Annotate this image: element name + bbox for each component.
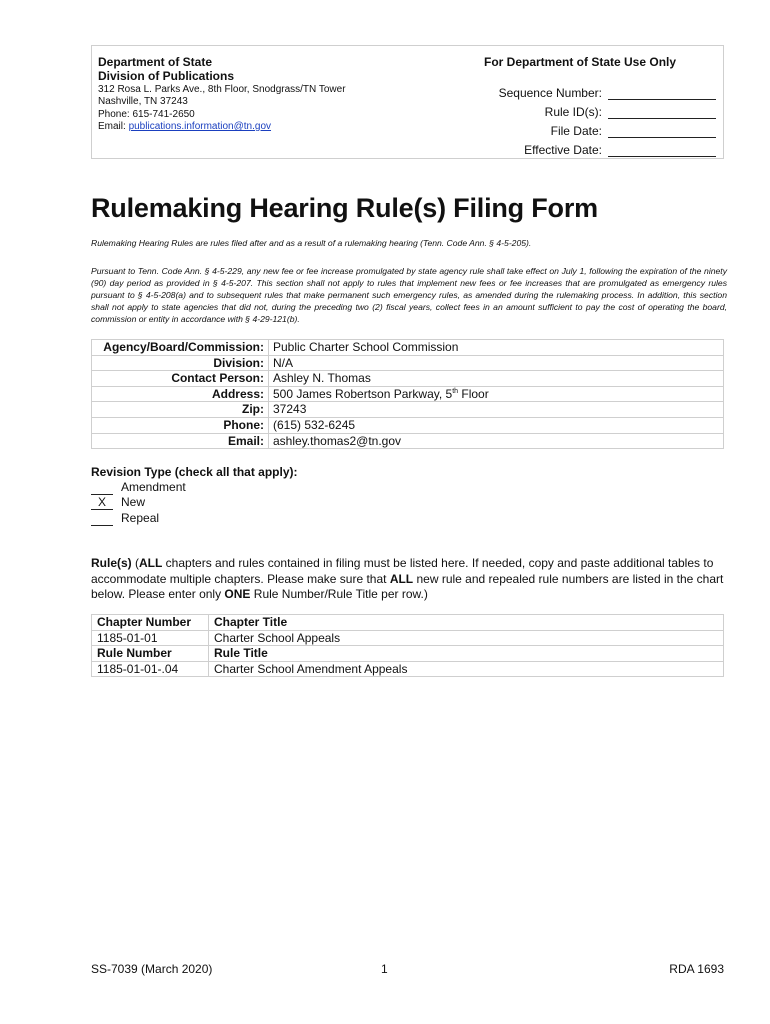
rda-number: RDA 1693 — [669, 962, 724, 976]
field-blank[interactable] — [608, 143, 716, 157]
row-label: Zip: — [92, 402, 269, 418]
row-label: Agency/Board/Commission: — [92, 340, 269, 356]
intro-note: Rulemaking Hearing Rules are rules filed after and as a result of a rulemaking hearing (Tenn. Code Ann. § 4-5-205). — [91, 238, 532, 248]
page-title: Rulemaking Hearing Rule(s) Filing Form — [91, 193, 598, 223]
address-line-2: Nashville, TN 37243 — [98, 96, 188, 108]
one-bold: ONE — [224, 587, 251, 601]
rule-number[interactable]: 1185-01-01-.04 — [92, 661, 209, 677]
option-label: Amendment — [121, 480, 186, 494]
email-link[interactable]: publications.information@tn.gov — [128, 120, 272, 132]
all-bold: ALL — [139, 556, 163, 570]
use-only-fields — [499, 81, 716, 157]
rule-number-header: Rule Number — [92, 646, 209, 662]
field-blank[interactable] — [608, 86, 716, 100]
address-main: 500 James Robertson Parkway, 5 — [273, 386, 453, 401]
row-value[interactable]: Public Charter School Commission — [269, 340, 724, 356]
text: ( — [131, 556, 140, 570]
dept-line-1: Department of State — [98, 55, 213, 69]
table-row — [92, 386, 724, 402]
sequence-number-field — [499, 81, 716, 100]
form-id: SS-7039 (March 2020) — [91, 962, 213, 976]
rule-ids-field — [499, 100, 716, 119]
email-prefix: Email: — [98, 120, 129, 132]
table-row — [92, 433, 724, 449]
page-number: 1 — [381, 962, 388, 976]
option-label: New — [121, 495, 146, 509]
phone-line: Phone: 615-741-2650 — [98, 108, 195, 120]
revision-option-repeal[interactable] — [91, 511, 159, 526]
email-line — [98, 121, 346, 133]
table-row — [92, 417, 724, 433]
table-row — [92, 630, 724, 646]
check-mark[interactable] — [91, 511, 113, 526]
header-box — [91, 45, 724, 159]
rule-title-header: Rule Title — [209, 646, 724, 662]
address-line-1: 312 Rosa L. Parks Ave., 8th Floor, Snodgrass/TN Tower — [98, 84, 346, 95]
row-label: Phone: — [92, 417, 269, 433]
agency-table — [91, 339, 724, 449]
field-blank[interactable] — [608, 124, 716, 138]
rules-instructions — [91, 556, 727, 603]
file-date-field — [499, 119, 716, 138]
rule-title[interactable]: Charter School Amendment Appeals — [209, 661, 724, 677]
field-blank[interactable] — [608, 105, 716, 119]
row-label: Division: — [92, 355, 269, 371]
row-value[interactable]: N/A — [269, 355, 724, 371]
row-label: Address: — [92, 386, 269, 402]
text: Rule Number/Rule Title per row.) — [250, 587, 428, 601]
table-row — [92, 340, 724, 356]
all-bold: ALL — [389, 571, 414, 586]
chapter-title-header: Chapter Title — [209, 615, 724, 631]
address-floor: Floor — [458, 386, 489, 401]
effective-date-field — [499, 138, 716, 157]
statute-note: Pursuant to Tenn. Code Ann. § 4-5-229, any new fee or fee increase promulgated by state agency rule shall take effect on July 1, following the expiration of the ninety (90) day period as provided in § 4-5-207. This section shall not apply to rules that implement new fees or fee increases that are promulgated as emergency rules pursuant to § 4-5-208(a) and to subsequent rules that make permanent such emergency rules, as amended during the rulemaking process. In addition, this section shall not apply to state agencies that did not, during the preceding two (2) fiscal years, collect fees in an amount sufficient to pay the cost of operating the board, commission or entity in accordance with § 4-29-121(b). — [91, 266, 727, 324]
rules-bold: Rule(s) — [91, 556, 132, 570]
row-value[interactable]: ashley.thomas2@tn.gov — [269, 433, 724, 449]
row-label: Email: — [92, 433, 269, 449]
text: chapters and rules contained in filing must be listed here. If needed, copy and paste additional tables to accommodate multiple chapters. Please make sure that — [91, 556, 714, 586]
field-label: Effective Date: — [524, 143, 602, 157]
option-label: Repeal — [121, 511, 160, 525]
check-mark[interactable] — [91, 480, 113, 495]
row-value[interactable]: (615) 532-6245 — [269, 417, 724, 433]
department-address — [98, 84, 346, 133]
row-value[interactable]: 37243 — [269, 402, 724, 418]
revision-option-amendment[interactable] — [91, 480, 186, 495]
table-row — [92, 646, 724, 662]
ordinal-suffix: th — [452, 387, 459, 395]
field-label: Sequence Number: — [498, 86, 602, 100]
table-row — [92, 615, 724, 631]
chapter-number-header: Chapter Number — [92, 615, 209, 631]
table-row — [92, 371, 724, 387]
table-row — [92, 402, 724, 418]
revision-type-title: Revision Type (check all that apply): — [91, 465, 298, 479]
row-value[interactable]: Ashley N. Thomas — [269, 371, 724, 387]
rules-table — [91, 614, 724, 677]
revision-option-new[interactable] — [91, 495, 145, 510]
row-value[interactable] — [269, 386, 724, 402]
table-row — [92, 355, 724, 371]
field-label: Rule ID(s): — [544, 105, 602, 119]
table-row — [92, 661, 724, 677]
dept-line-2: Division of Publications — [98, 69, 235, 83]
row-label: Contact Person: — [92, 371, 269, 387]
field-label: File Date: — [550, 124, 602, 138]
chapter-number[interactable]: 1185-01-01 — [92, 630, 209, 646]
department-name — [98, 55, 234, 83]
text: new rule and repealed rule numbers are listed in the chart below. Please enter only — [91, 571, 724, 601]
use-only-title: For Department of State Use Only — [484, 55, 677, 69]
chapter-title[interactable]: Charter School Appeals — [209, 630, 724, 646]
check-mark[interactable]: X — [91, 495, 113, 510]
